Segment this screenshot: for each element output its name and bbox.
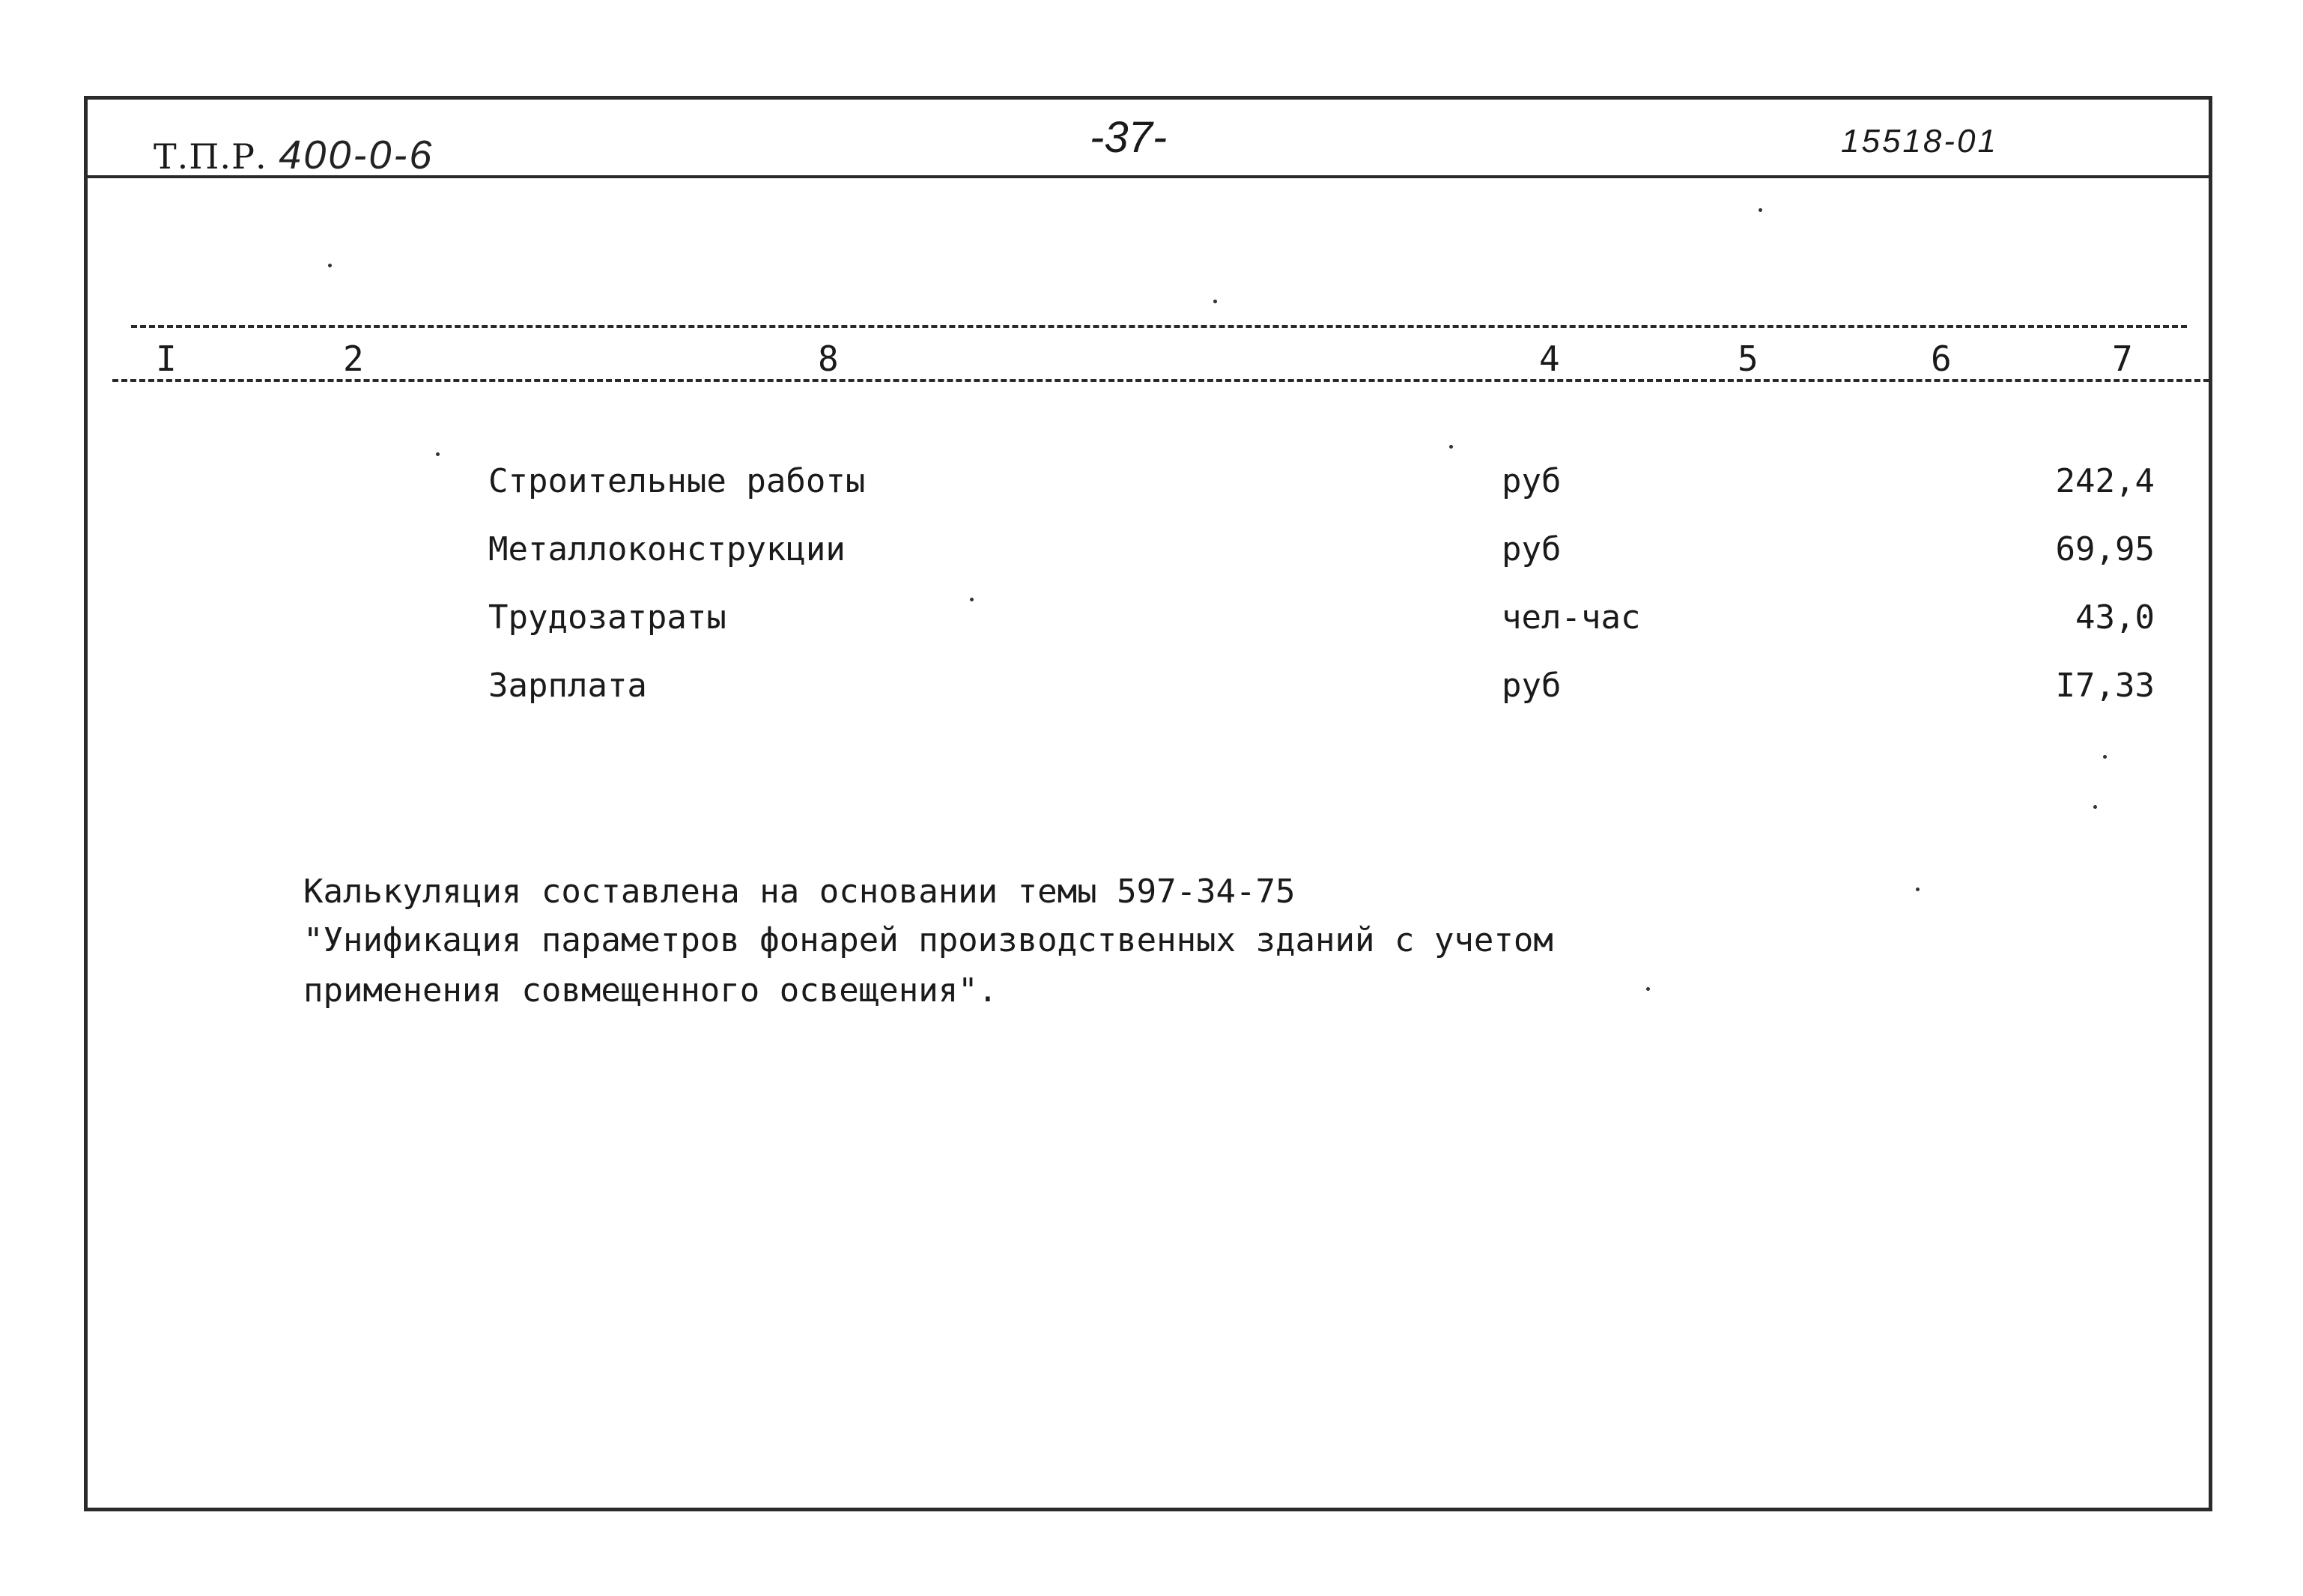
scan-speck: [1449, 445, 1453, 449]
column-number: 7: [2112, 339, 2133, 379]
table-header-bottom-rule: [112, 379, 2209, 382]
scan-speck: [1916, 887, 1920, 891]
row-value: 43,0: [2075, 598, 2155, 637]
row-unit: руб: [1502, 667, 1562, 705]
row-value: 69,95: [2055, 530, 2155, 568]
scan-speck: [970, 598, 974, 601]
row-unit: руб: [1502, 530, 1562, 568]
row-value: 242,4: [2055, 462, 2155, 500]
scan-speck: [1759, 208, 1762, 212]
column-number: 4: [1539, 339, 1560, 379]
scan-speck: [1213, 300, 1217, 303]
scan-speck: [2093, 805, 2097, 809]
table-row: [0, 598, 2303, 643]
row-unit: чел-час: [1502, 598, 1641, 637]
column-number: 5: [1738, 339, 1759, 379]
scan-speck: [328, 264, 332, 267]
column-number: 2: [343, 339, 364, 379]
scan-speck: [2103, 755, 2107, 759]
column-number: I: [156, 339, 177, 379]
scan-speck: [436, 452, 440, 456]
table-row: [0, 667, 2303, 711]
document-number: 15518-01: [1841, 123, 1998, 160]
series-prefix: Т.П.Р.: [154, 136, 267, 177]
row-name: Зарплата: [488, 667, 647, 705]
note-line: "Унификация параметров фонарей производственных зданий с учетом: [303, 921, 1553, 959]
page-number: -37-: [1090, 113, 1168, 162]
note-line: применения совмещенного освещения".: [303, 971, 998, 1010]
note-line: Калькуляция составлена на основании темы 597-34-75: [303, 873, 1296, 911]
table-header-top-rule: [131, 325, 2187, 328]
row-unit: руб: [1502, 462, 1562, 500]
scan-speck: [1646, 987, 1650, 991]
table-row: [0, 530, 2303, 575]
column-number: 6: [1931, 339, 1952, 379]
series-handwritten: 400-0-6: [279, 133, 434, 177]
row-name: Трудозатраты: [488, 598, 726, 637]
row-name: Металлоконструкции: [488, 530, 846, 568]
series-stamp: [154, 132, 434, 178]
column-number: 8: [818, 339, 839, 379]
row-value: I7,33: [2055, 667, 2155, 705]
table-row: [0, 462, 2303, 507]
page-frame: [84, 96, 2212, 1511]
row-name: Строительные работы: [488, 462, 866, 500]
